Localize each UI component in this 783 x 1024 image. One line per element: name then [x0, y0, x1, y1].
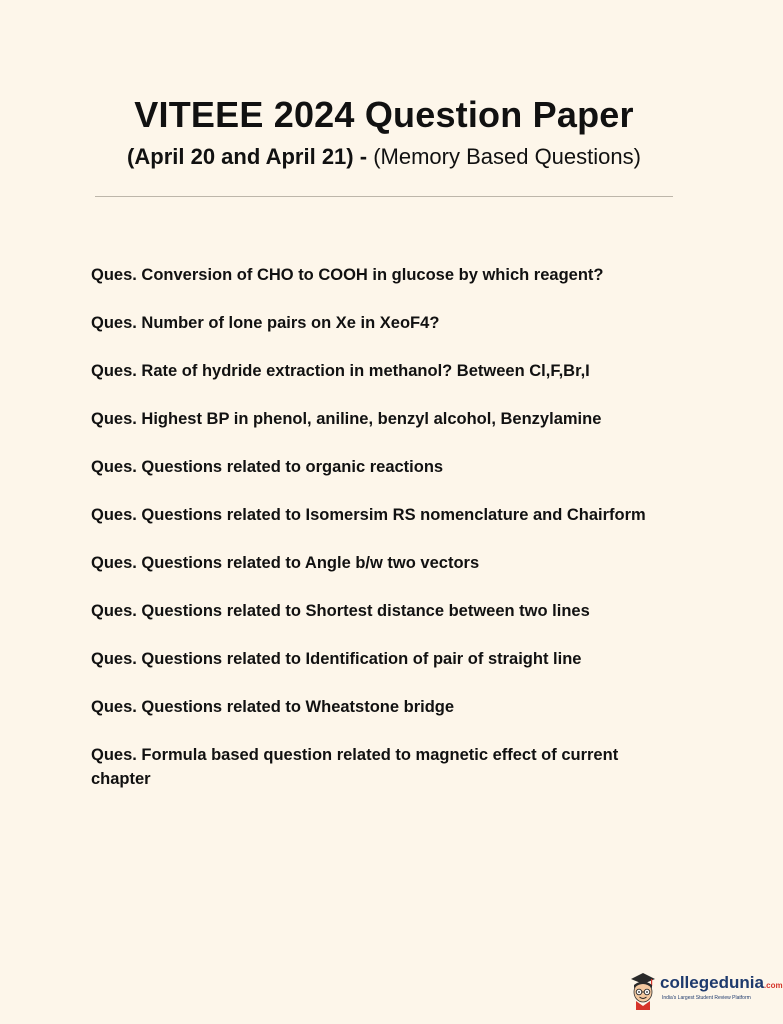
question-item: Ques. Formula based question related to magnetic effect of current chapter: [91, 746, 619, 788]
question-item: Ques. Questions related to Identification of pair of straight line: [91, 650, 582, 668]
question-list: [91, 263, 671, 815]
logo-name: collegedunia: [660, 973, 764, 992]
collegedunia-logo: [628, 970, 783, 1010]
question-item: Ques. Conversion of CHO to COOH in glucose by which reagent?: [91, 266, 604, 284]
logo-suffix: .com: [763, 981, 783, 990]
question-item: Ques. Number of lone pairs on Xe in XeoF4?: [91, 314, 440, 332]
header-divider: [95, 196, 673, 197]
mascot-icon: [628, 970, 658, 1010]
question-item: Ques. Questions related to Shortest distance between two lines: [91, 602, 590, 620]
page-subtitle: [0, 144, 768, 170]
page-title: VITEEE 2024 Question Paper: [134, 94, 634, 135]
logo-tagline: India's Largest Student Review Platform: [662, 995, 751, 1001]
question-item: Ques. Questions related to Isomersim RS nomenclature and Chairform: [91, 506, 646, 524]
question-item: Ques. Questions related to organic reactions: [91, 458, 444, 476]
question-item: Ques. Questions related to Angle b/w two vectors: [91, 554, 480, 572]
question-item: Ques. Highest BP in phenol, aniline, benzyl alcohol, Benzylamine: [91, 410, 602, 428]
question-item: Ques. Rate of hydride extraction in methanol? Between Cl,F,Br,I: [91, 362, 590, 380]
subtitle-dates: (April 20 and April 21) -: [127, 144, 368, 169]
logo-wordmark: [660, 973, 783, 993]
question-item: Ques. Questions related to Wheatstone bridge: [91, 698, 455, 716]
subtitle-note: (Memory Based Questions): [373, 144, 641, 169]
